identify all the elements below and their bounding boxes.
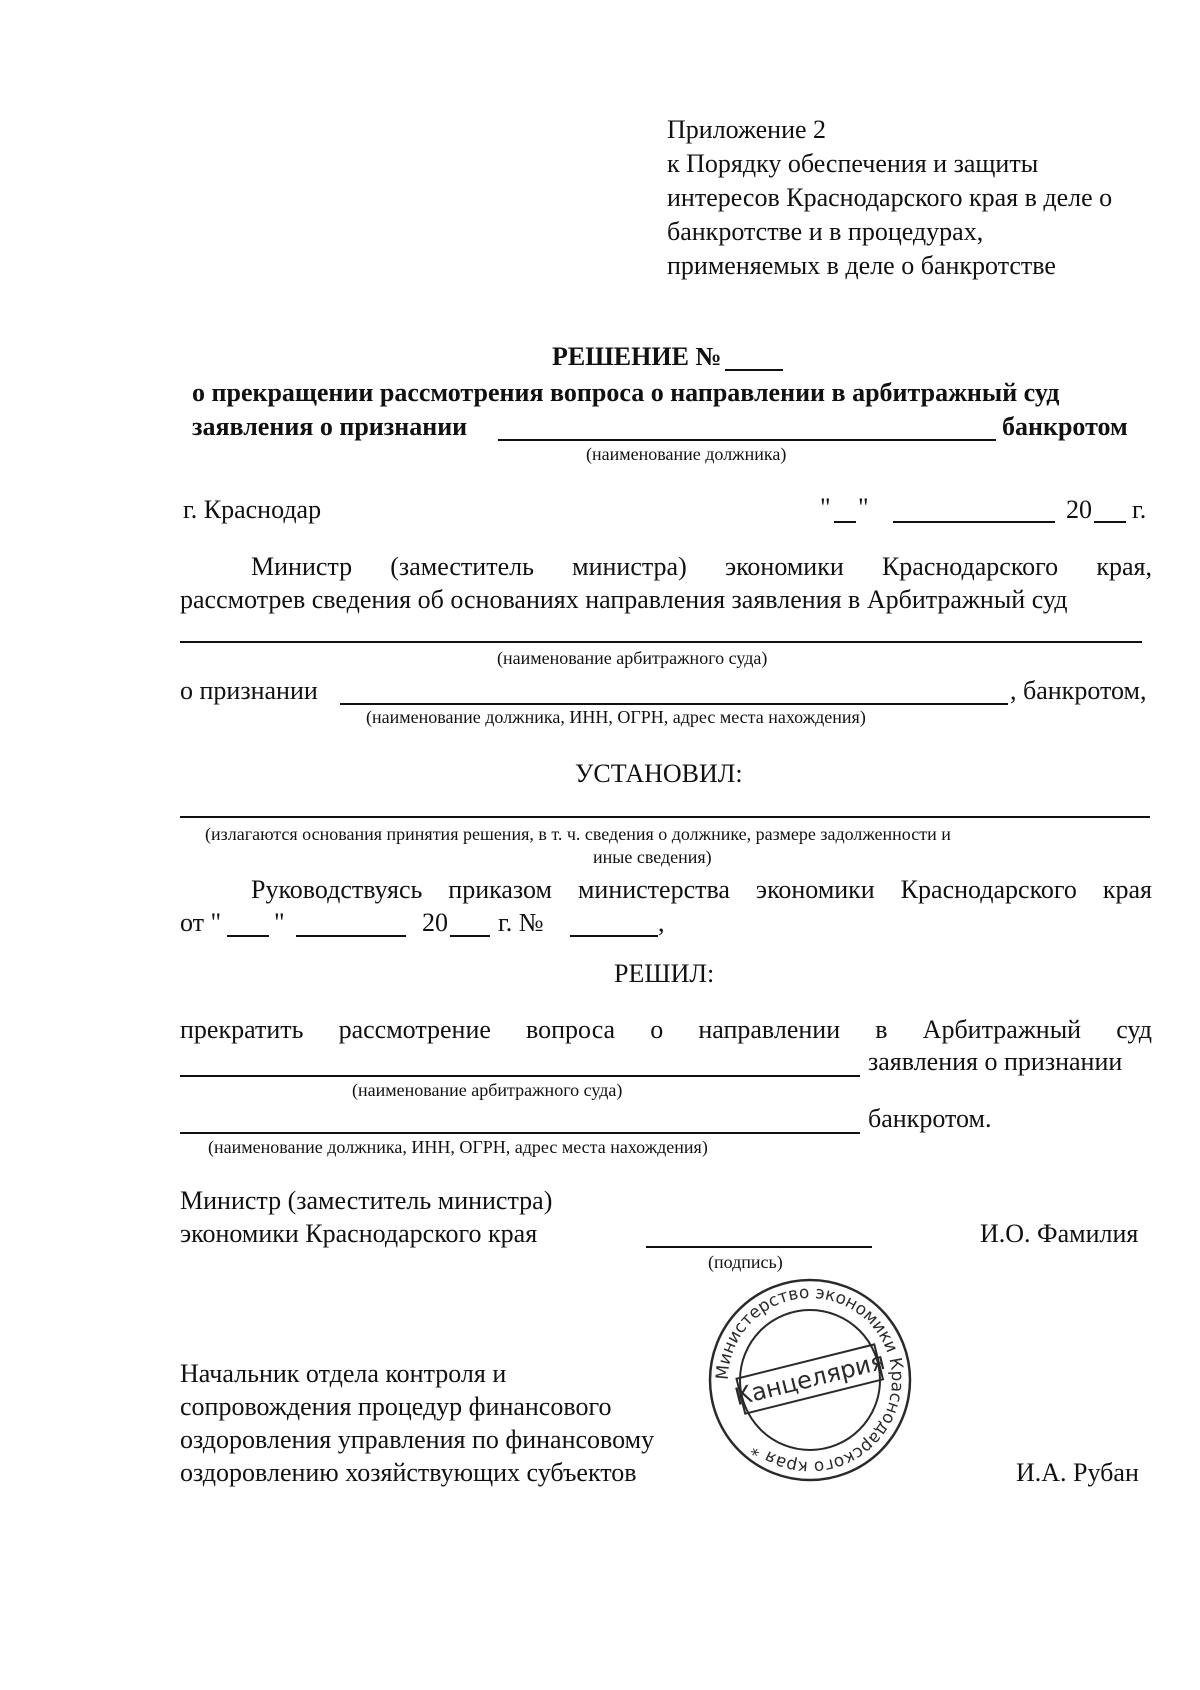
order-quote-close: " [274, 908, 285, 937]
decision-debtor-line [180, 1132, 860, 1134]
debtor-details-line [340, 703, 1008, 705]
decision-line-3-right: банкротом. [868, 1104, 992, 1133]
title-subtitle-line-2-left: заявления о признании [192, 412, 468, 441]
stamp-ring-text: Министерство экономики Краснодарского края * [712, 1282, 908, 1478]
decided-heading: РЕШИЛ: [614, 959, 715, 988]
date-quote-open: " [820, 493, 831, 522]
decision-number-line [725, 369, 783, 371]
recognize-right: , банкротом, [1010, 676, 1147, 705]
head-title-line-2: сопровождения процедур финансового [180, 1392, 612, 1421]
date-month-line [893, 521, 1055, 523]
debtor-details-caption: (наименование должника, ИНН, ОГРН, адрес места нахождения) [366, 707, 866, 727]
decision-line-2-right: заявления о признании [868, 1047, 1123, 1076]
signature-caption: (подпись) [708, 1252, 783, 1272]
order-from: от " [180, 908, 222, 937]
head-title-line-1: Начальник отдела контроля и [180, 1359, 507, 1388]
minister-name: И.О. Фамилия [980, 1219, 1139, 1248]
title-subtitle-line-1: о прекращении рассмотрения вопроса о направлении в арбитражный суд [192, 378, 1060, 407]
date-year-line [1094, 521, 1126, 523]
appendix-line-3: интересов Краснодарского края в деле о [667, 183, 1113, 212]
decision-court-line [180, 1075, 860, 1077]
established-heading: УСТАНОВИЛ: [575, 759, 743, 788]
order-year: 20 [422, 908, 448, 937]
head-name: И.А. Рубан [1016, 1458, 1139, 1487]
recognize-left: о признании [180, 676, 318, 705]
debtor-name-caption: (наименование должника) [586, 444, 787, 464]
order-day-line [227, 935, 269, 937]
minister-title-line-2: экономики Краснодарского края [180, 1219, 538, 1248]
grounds-line [180, 816, 1150, 818]
appendix-line-5: применяемых в деле о банкротстве [667, 251, 1056, 280]
court-name-caption: (наименование арбитражного суда) [497, 648, 768, 668]
date-year-suffix: г. [1132, 495, 1147, 524]
order-comma: , [658, 908, 665, 937]
date-day-line [834, 521, 856, 523]
grounds-caption-line-1: (излагаются основания принятия решения, в т. ч. сведения о должнике, размере задолженности и [205, 824, 951, 844]
date-quote-close: " [858, 493, 869, 522]
appendix-line-4: банкротстве и в процедурах, [667, 217, 984, 246]
guided-by-order: Руководствуясь приказом министерства экономики Краснодарского края [251, 875, 1152, 904]
decision-court-caption: (наименование арбитражного суда) [352, 1080, 623, 1100]
office-stamp [705, 1275, 915, 1485]
city: г. Краснодар [183, 495, 322, 524]
order-year-line [450, 935, 490, 937]
minister-title-line-1: Министр (заместитель министра) [180, 1186, 553, 1215]
paragraph-1-line-1: Министр (заместитель министра) экономики Краснодарского края, [251, 552, 1152, 581]
appendix-line-2: к Порядку обеспечения и защиты [667, 149, 1039, 178]
title-subtitle-line-2-right: банкротом [1002, 412, 1128, 441]
debtor-name-line [498, 439, 996, 441]
order-number-label: г. № [498, 908, 544, 937]
decision-line-1: прекратить рассмотрение вопроса о направлении в Арбитражный суд [180, 1015, 1152, 1044]
order-month-line [296, 935, 406, 937]
order-number-line [570, 935, 658, 937]
signature-line [646, 1246, 872, 1248]
decision-debtor-caption: (наименование должника, ИНН, ОГРН, адрес места нахождения) [208, 1137, 708, 1157]
decision-title: РЕШЕНИЕ № [552, 342, 722, 371]
court-name-line [180, 641, 1142, 643]
head-title-line-4: оздоровлению хозяйствующих субъектов [180, 1458, 637, 1487]
paragraph-1-line-2: рассмотрев сведения об основаниях направления заявления в Арбитражный суд [180, 585, 1068, 614]
appendix-line-1: Приложение 2 [667, 115, 827, 144]
date-year: 20 [1066, 495, 1092, 524]
stamp-center-text: Канцелярия [731, 1346, 888, 1412]
head-title-line-3: оздоровления управления по финансовому [180, 1425, 655, 1454]
grounds-caption-line-2: иные сведения) [593, 847, 712, 867]
